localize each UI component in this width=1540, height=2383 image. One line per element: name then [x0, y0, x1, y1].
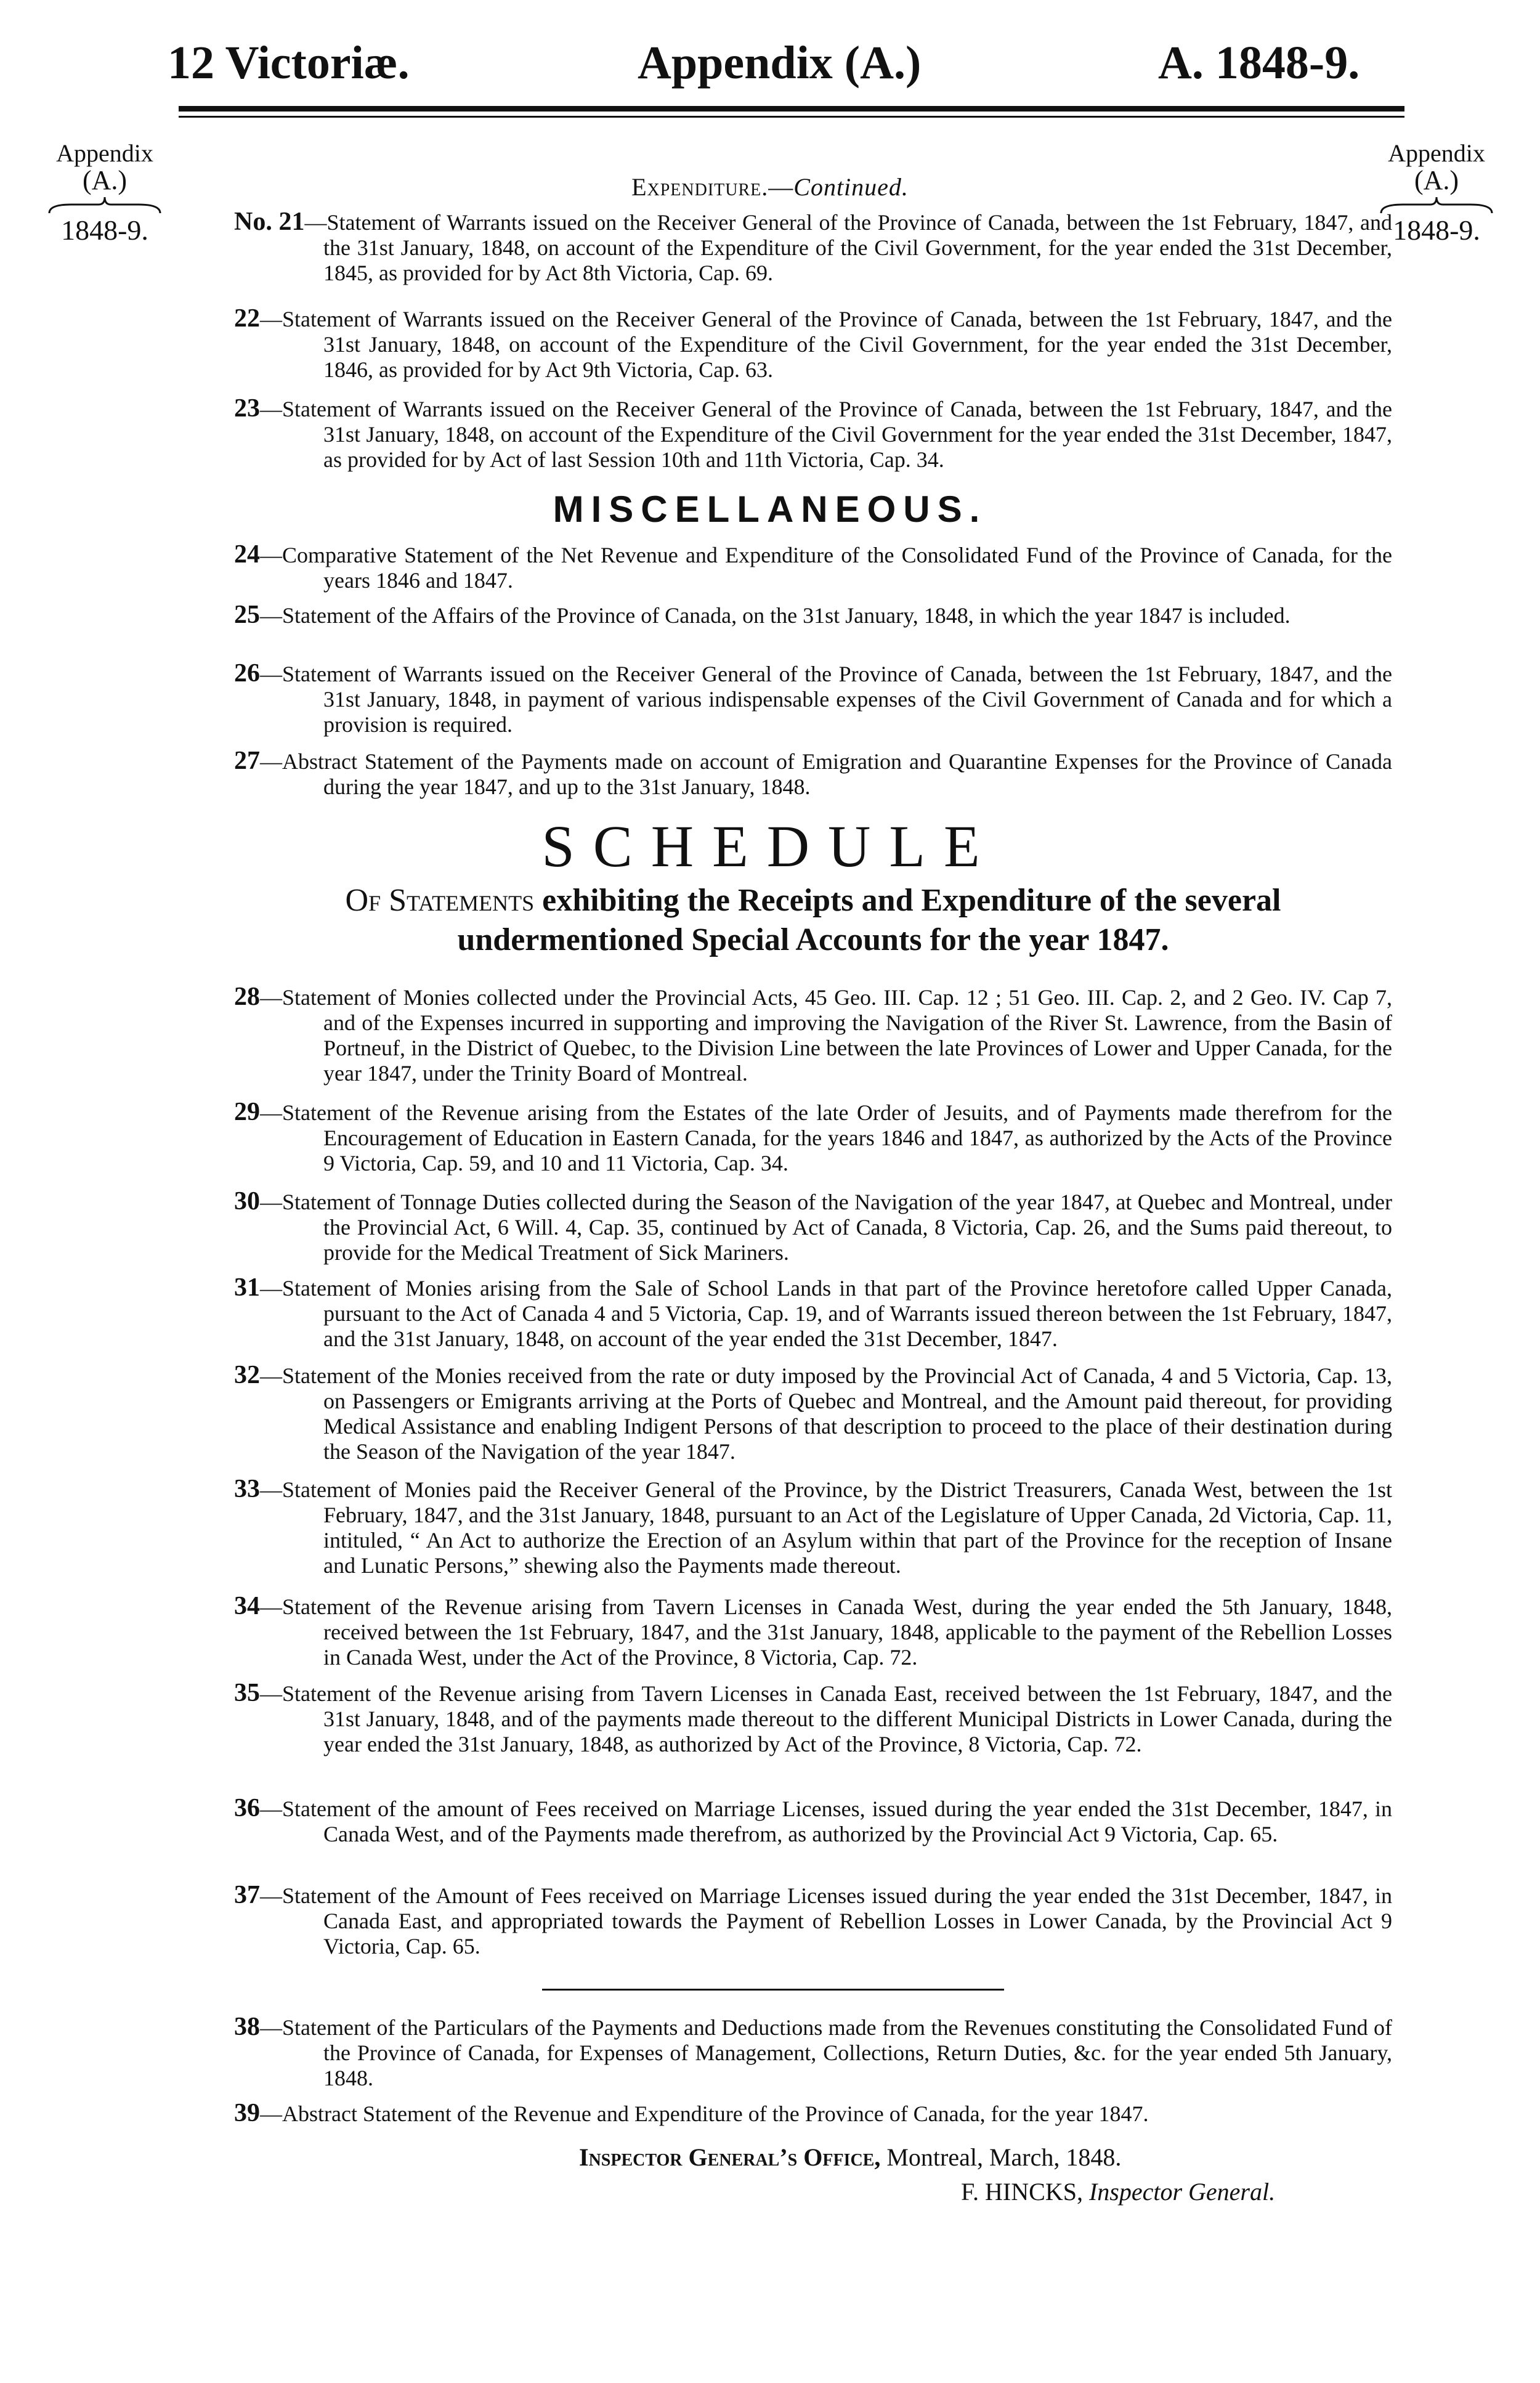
statement-27 — [234, 749, 1392, 800]
statement-text: —Statement of Monies collected under the Provincial Acts, 45 Geo. III. Cap. 12 ; 51 Geo. III. Cap. 2, and 2 Geo. IV. Cap 7, and of the Expenses incurred in supporting and improving the Navigation of the River St. Lawrence, from the Basin of Portneuf, in the District of Quebec, to the Division Line between the late Provinces of Lower and Upper Canada, for the year 1847, under the Trinity Board of Montreal. — [260, 985, 1392, 1086]
statement-number: 31 — [234, 1273, 260, 1302]
office-label: Inspector General’s Office, — [579, 2143, 881, 2171]
statement-33 — [234, 1477, 1392, 1578]
statement-text: —Statement of Warrants issued on the Receiver General of the Province of Canada, between the 1st February, 1847, and the 31st January, 1848, in payment of various indispensable expenses of the Civil Government of Canada and for which a provision is required. — [260, 662, 1392, 737]
statement-number: 29 — [234, 1098, 260, 1126]
continued-label: Continued. — [793, 173, 909, 201]
margin-year-label: 1848-9. — [1393, 214, 1480, 246]
margin-appendix-label: Appendix — [56, 139, 153, 167]
margin-year-label: 1848-9. — [61, 214, 148, 246]
statement-39 — [234, 2101, 1392, 2127]
statement-number: 28 — [234, 983, 260, 1011]
statement-36 — [234, 1796, 1392, 1847]
statement-text: —Statement of the Affairs of the Province of Canada, on the 31st January, 1848, in which the year 1847 is included. — [260, 603, 1291, 628]
schedule-of-statements: Of Statements — [345, 883, 535, 918]
statement-22 — [234, 306, 1392, 383]
statement-number: 30 — [234, 1187, 260, 1216]
statement-24 — [234, 542, 1392, 593]
statement-text: —Abstract Statement of the Revenue and Expenditure of the Province of Canada, for the year 1847. — [260, 2101, 1149, 2126]
signature-office — [579, 2143, 1121, 2172]
statement-23 — [234, 396, 1392, 473]
statement-21 — [234, 209, 1392, 286]
statement-35 — [234, 1681, 1392, 1757]
margin-a-label: (A.) — [82, 165, 128, 195]
no-label: No. — [234, 208, 272, 236]
statement-text: —Statement of Warrants issued on the Receiver General of the Province of Canada, between the 1st February, 1847, and the 31st January, 1848, on account of the Expenditure of the Civil Government for the year ended the 31st December, 1847, as provided for by Act of last Session 10th and 11th Victoria, Cap. 34. — [260, 397, 1392, 472]
signer-name: F. HINCKS, — [961, 2178, 1083, 2206]
statement-28 — [234, 984, 1392, 1086]
statement-number: 24 — [234, 540, 260, 569]
statement-32 — [234, 1363, 1392, 1464]
statement-34 — [234, 1594, 1392, 1670]
statement-text: —Statement of Warrants issued on the Receiver General of the Province of Canada, between the 1st February, 1847, and the 31st January, 1848, on account of the Expenditure of the Civil Government, for the year ended the 31st December, 1845, as provided for by Act 8th Victoria, Cap. 69. — [304, 210, 1393, 285]
statement-number: 39 — [234, 2099, 260, 2127]
margin-appendix-label: Appendix — [1388, 139, 1485, 167]
statement-number: 22 — [234, 304, 260, 333]
statement-text: —Statement of the Revenue arising from the Estates of the late Order of Jesuits, and of Payments made therefrom for the Encouragement of Education in Eastern Canada, for the years 1846 and 1847, as authorized by the Acts of the Province 9 Victoria, Cap. 59, and 10 and 11 Victoria, Cap. 34. — [260, 1100, 1392, 1175]
statement-number: 35 — [234, 1679, 260, 1707]
statement-number: 36 — [234, 1794, 260, 1822]
statement-38 — [234, 2015, 1392, 2091]
schedule-subtitle — [234, 881, 1392, 960]
miscellaneous-heading: MISCELLANEOUS. — [553, 489, 987, 530]
statement-number: 32 — [234, 1361, 260, 1389]
margin-a-label: (A.) — [1414, 165, 1459, 195]
section-divider — [542, 1989, 1004, 1991]
statement-30 — [234, 1189, 1392, 1265]
statement-text: —Statement of Monies paid the Receiver General of the Province, by the District Treasurers, Canada West, between the 1st February, 1847, and the 31st January, 1848, pursuant to an Act of the Legislature of Upper Canada, 2d Victoria, Cap. 11, intituled, “ An Act to authorize the Erection of an Asylum within that part of the Province for the reception of Insane and Lunatic Persons,” shewing also the Payments made thereout. — [260, 1477, 1392, 1578]
statement-text: —Statement of the amount of Fees received on Marriage Licenses, issued during the year ended the 31st December, 1847, in Canada West, and of the Payments made therefrom, as authorized by the Provincial Act 9 Victoria, Cap. 65. — [260, 1796, 1392, 1846]
statement-37 — [234, 1883, 1392, 1959]
statement-29 — [234, 1100, 1392, 1176]
signer-title: Inspector General. — [1082, 2178, 1276, 2206]
statement-number: 26 — [234, 659, 260, 688]
statement-number: 33 — [234, 1475, 260, 1503]
statement-text: —Comparative Statement of the Net Revenue and Expenditure of the Consolidated Fund of the Province of Canada, for the years 1846 and 1847. — [260, 543, 1392, 593]
schedule-subtitle-rest: exhibiting the Receipts and Expenditure of the several undermentioned Special Accounts for the year 1847. — [457, 883, 1281, 957]
header-year: A. 1848-9. — [1158, 37, 1360, 89]
header-appendix: Appendix (A.) — [638, 37, 922, 89]
statement-text: —Statement of Tonnage Duties collected during the Season of the Navigation of the year 1847, at Quebec and Montreal, under the Provincial Act, 6 Will. 4, Cap. 35, continued by Act of Canada, 8 Victoria, Cap. 26, and the Sums paid thereout, to provide for the Medical Treatment of Sick Mariners. — [260, 1190, 1392, 1265]
statement-number: 27 — [234, 747, 260, 775]
statement-text: —Statement of Warrants issued on the Receiver General of the Province of Canada, between the 1st February, 1847, and the 31st January, 1848, on account of the Expenditure of the Civil Government, for the year ended the 31st December, 1846, as provided for by Act 9th Victoria, Cap. 63. — [260, 307, 1392, 382]
statement-text: —Statement of the Particulars of the Payments and Deductions made from the Revenues constituting the Consolidated Fund of the Province of Canada, for Expenses of Management, Collections, Return Duties, &c. for the year ended 5th January, 1848. — [260, 2015, 1392, 2090]
statement-number: 25 — [234, 601, 260, 629]
statement-26 — [234, 661, 1392, 737]
statement-number: 37 — [234, 1881, 260, 1909]
schedule-heading: SCHEDULE — [541, 813, 999, 879]
statement-number: 38 — [234, 2013, 260, 2041]
expenditure-label: Expenditure.— — [631, 173, 794, 201]
place-date: Montreal, March, 1848. — [880, 2143, 1122, 2171]
statement-text: —Statement of Monies arising from the Sale of School Lands in that part of the Province heretofore called Upper Canada, pursuant to the Act of Canada 4 and 5 Victoria, Cap. 19, and of Warrants issued thereon between the 1st February, 1847, and the 31st January, 1848, on account of the year ended the 31st December, 1847. — [260, 1276, 1392, 1351]
statement-number: 23 — [234, 394, 260, 423]
statement-text: —Abstract Statement of the Payments made on account of Emigration and Quarantine Expenses for the Province of Canada during the year 1847, and up to the 31st January, 1848. — [260, 749, 1392, 799]
header-rule-thick — [179, 106, 1404, 112]
statement-31 — [234, 1275, 1392, 1352]
signature-name — [961, 2177, 1275, 2206]
statement-25 — [234, 603, 1392, 628]
statement-text: —Statement of the Monies received from the rate or duty imposed by the Provincial Act of Canada, 4 and 5 Victoria, Cap. 13, on Passengers or Emigrants arriving at the Ports of Quebec and Montreal, and the Amount paid thereout, for providing Medical Assistance and enabling Indigent Persons of that description to proceed to the place of their destination during the Season of the Navigation of the year 1847. — [260, 1363, 1392, 1464]
statement-text: —Statement of the Amount of Fees received on Marriage Licenses issued during the year ended the 31st December, 1847, in Canada East, and appropriated towards the Payment of Rebellion Losses in Lower Canada, by the Provincial Act 9 Victoria, Cap. 65. — [260, 1883, 1392, 1959]
statement-number: 34 — [234, 1592, 260, 1620]
header-rule-thin — [179, 116, 1404, 118]
statement-text: —Statement of the Revenue arising from Tavern Licenses in Canada West, during the year ended the 5th January, 1848, received between the 1st February, 1847, and the 31st January, 1848, applicable to the payment of the Rebellion Losses in Canada West, under the Act of the Province, 8 Victoria, Cap. 72. — [260, 1594, 1392, 1670]
expenditure-heading — [0, 173, 1540, 201]
statement-number: 21 — [278, 208, 305, 236]
header-session: 12 Victoriæ. — [168, 37, 410, 89]
statement-text: —Statement of the Revenue arising from Tavern Licenses in Canada East, received between the 1st February, 1847, and the 31st January, 1848, and of the payments made thereout to the different Municipal Districts in Lower Canada, during the year ended the 31st January, 1848, as authorized by Act of the Province, 8 Victoria, Cap. 72. — [260, 1681, 1392, 1756]
